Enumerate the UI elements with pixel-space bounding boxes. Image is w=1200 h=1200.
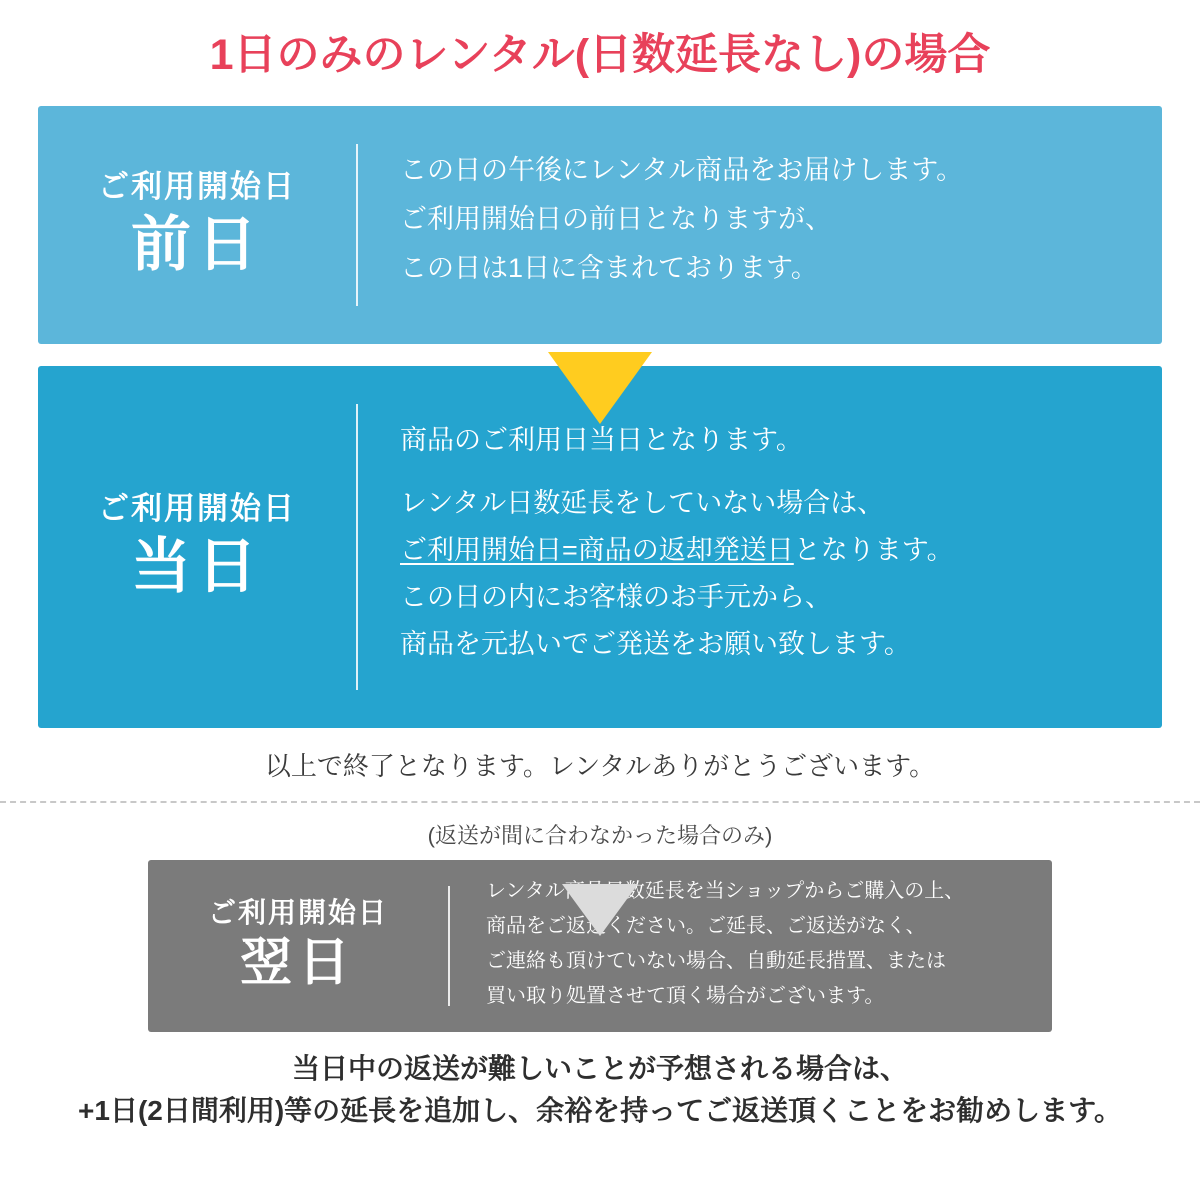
card-same-day-line-1: 商品のご利用日当日となります。 <box>400 424 803 455</box>
page-title: 1日のみのレンタル(日数延長なし)の場合 <box>209 31 991 79</box>
card-same-day-line-2: レンタル日数延長をしていない場合は、 <box>400 487 885 518</box>
card-same-day-line-3-tail: となります。 <box>793 535 954 566</box>
card-next-day-line-2: 商品をご返送ください。ご延長、ご返送がなく、 <box>486 914 926 937</box>
card-previous-day-line-2: ご利用開始日の前日となりますが、 <box>400 204 832 235</box>
closing-line-2: +1日(2日間利用)等の延長を追加し、余裕を持ってご返送頂くことをお勧めします。 <box>78 1094 1122 1126</box>
closing-line-1: 当日中の返送が難しいことが予想される場合は、 <box>291 1052 908 1084</box>
section-divider <box>0 801 1200 803</box>
card-next-day-line-1: レンタル商品日数延長を当ショップからご購入の上、 <box>486 879 965 902</box>
card-previous-day-text <box>358 151 1162 298</box>
closing-note <box>0 1048 1200 1132</box>
card-next-day-label <box>148 895 448 996</box>
card-same-day-line-5: 商品を元払いでご発送をお願い致します。 <box>400 629 911 660</box>
card-same-day-label-big: 当日 <box>131 533 263 601</box>
card-next-day-label-big: 翌日 <box>239 934 356 993</box>
card-next-day-text <box>450 876 1052 1016</box>
card-same-day-label-small: ご利用開始日 <box>98 490 296 526</box>
card-previous-day-label-small: ご利用開始日 <box>98 168 296 204</box>
end-note: 以上で終了となります。レンタルありがとうございます。 <box>264 750 936 781</box>
card-previous-day-label-big: 前日 <box>131 211 263 279</box>
card-same-day-label <box>38 489 356 604</box>
card-next-day-line-3: ご連絡も頂けていない場合、自動延長措置、または <box>486 949 946 972</box>
card-previous-day-line-3: この日は1日に含まれております。 <box>400 253 818 284</box>
card-same-day-line-3-underlined: ご利用開始日=商品の返却発送日 <box>400 535 794 566</box>
down-arrow-yellow-icon <box>548 352 652 424</box>
card-same-day-line-4: この日の内にお客様のお手元から、 <box>400 582 832 613</box>
card-previous-day <box>38 106 1162 344</box>
card-next-day-line-4: 買い取り処置させて頂く場合がございます。 <box>486 984 885 1007</box>
card-previous-day-label <box>38 167 356 282</box>
card-same-day-text <box>358 421 1162 673</box>
card-next-day-label-small: ご利用開始日 <box>207 896 388 928</box>
card-previous-day-line-1: この日の午後にレンタル商品をお届けします。 <box>400 154 964 185</box>
condition-note: (返送が間に合わなかった場合のみ) <box>427 822 773 848</box>
down-arrow-gray-icon <box>562 884 638 936</box>
card-same-day-line-3 <box>400 531 1142 570</box>
